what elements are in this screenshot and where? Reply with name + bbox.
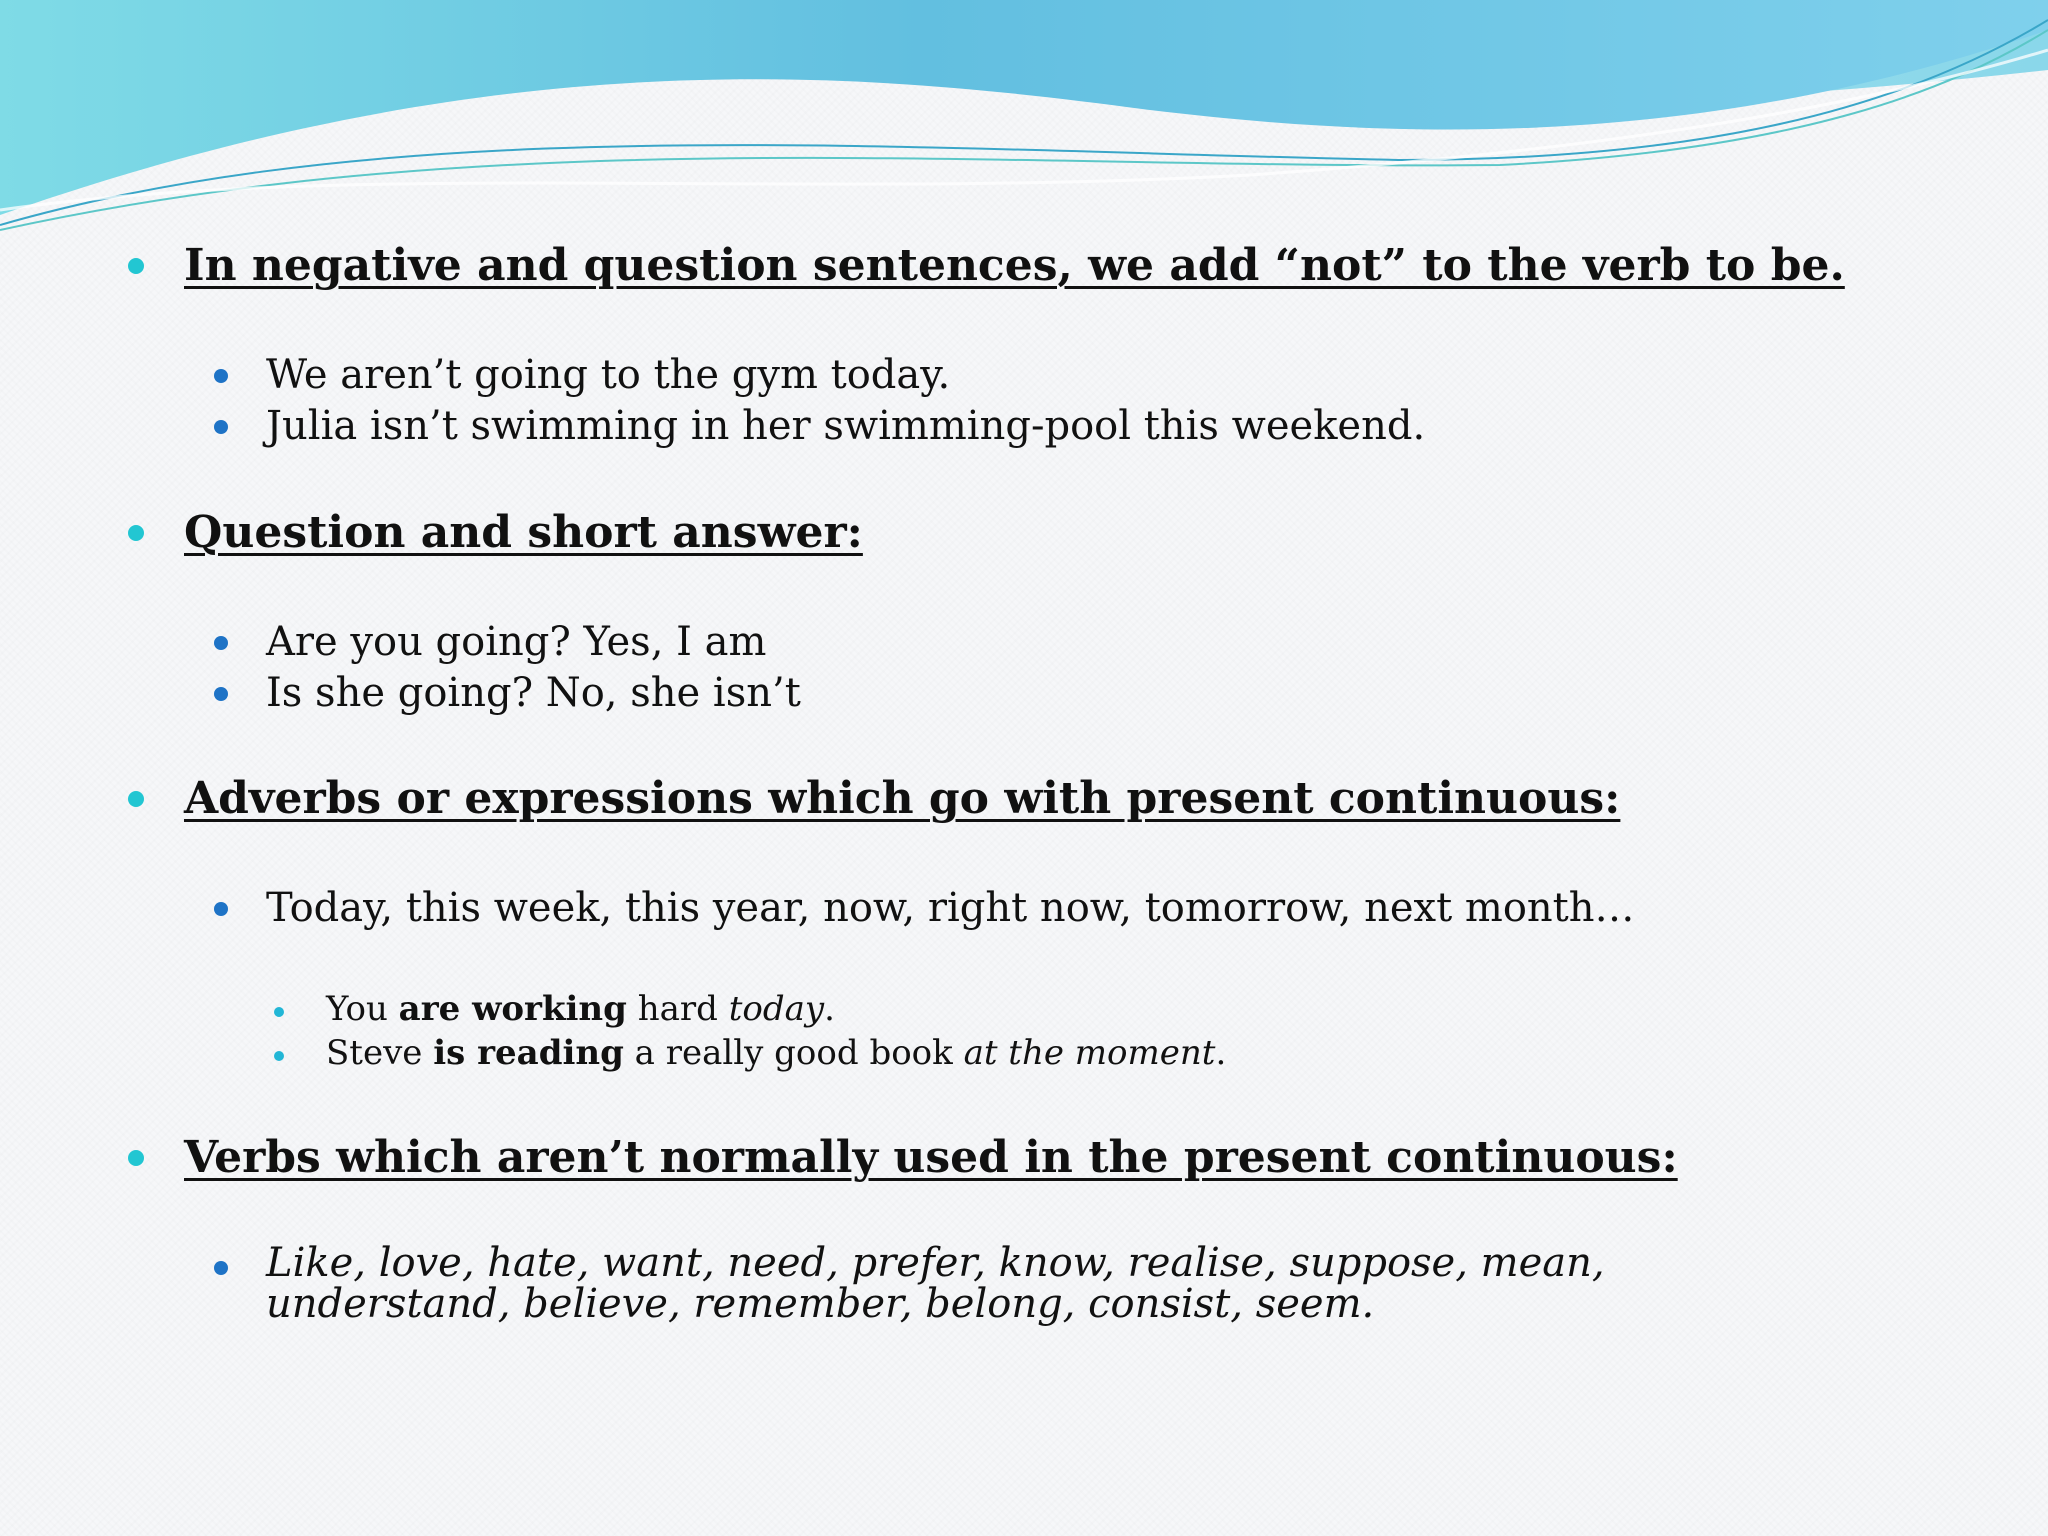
example-time-expression: at the moment — [963, 1033, 1216, 1073]
example-verb: are working — [398, 989, 627, 1029]
example-sentence — [326, 1033, 1226, 1073]
example-middle: hard — [626, 989, 729, 1029]
example-middle: a really good book — [623, 1033, 964, 1073]
section-heading: Adverbs or expressions which go with present continuous: — [184, 773, 1621, 824]
bullet-icon — [128, 791, 144, 807]
example-sentence — [326, 989, 835, 1029]
list-item: Is she going? No, she isn’t — [266, 670, 801, 716]
bullet-icon — [274, 1007, 284, 1017]
bullet-icon — [214, 369, 228, 383]
list-item: Are you going? Yes, I am — [266, 619, 767, 665]
bullet-icon — [214, 420, 228, 434]
section-heading: Question and short answer: — [184, 507, 863, 558]
bullet-icon — [274, 1051, 284, 1061]
list-item: We aren’t going to the gym today. — [266, 352, 951, 398]
example-verb: is reading — [433, 1033, 624, 1073]
bullet-icon — [128, 1150, 144, 1166]
bullet-icon — [214, 902, 228, 916]
list-item: Like, love, hate, want, need, prefer, know, realise, suppose, mean, understand, believe, remember, belong, consist, seem. — [266, 1240, 1605, 1327]
bullet-icon — [214, 1261, 228, 1275]
list-item: Today, this week, this year, now, right now, tomorrow, next month… — [266, 885, 1635, 931]
example-end: . — [1215, 1033, 1227, 1073]
list-item: Julia isn’t swimming in her swimming-pool this weekend. — [266, 403, 1426, 449]
example-subject: You — [326, 989, 399, 1029]
example-time-expression: today — [728, 989, 825, 1029]
example-end: . — [824, 989, 835, 1029]
bullet-icon — [128, 525, 144, 541]
bullet-icon — [214, 687, 228, 701]
section-heading: Verbs which aren’t normally used in the present continuous: — [184, 1132, 1678, 1183]
section-heading: In negative and question sentences, we add “not” to the verb to be. — [184, 240, 1845, 291]
example-subject: Steve — [326, 1033, 434, 1073]
bullet-icon — [128, 258, 144, 274]
bullet-icon — [214, 636, 228, 650]
